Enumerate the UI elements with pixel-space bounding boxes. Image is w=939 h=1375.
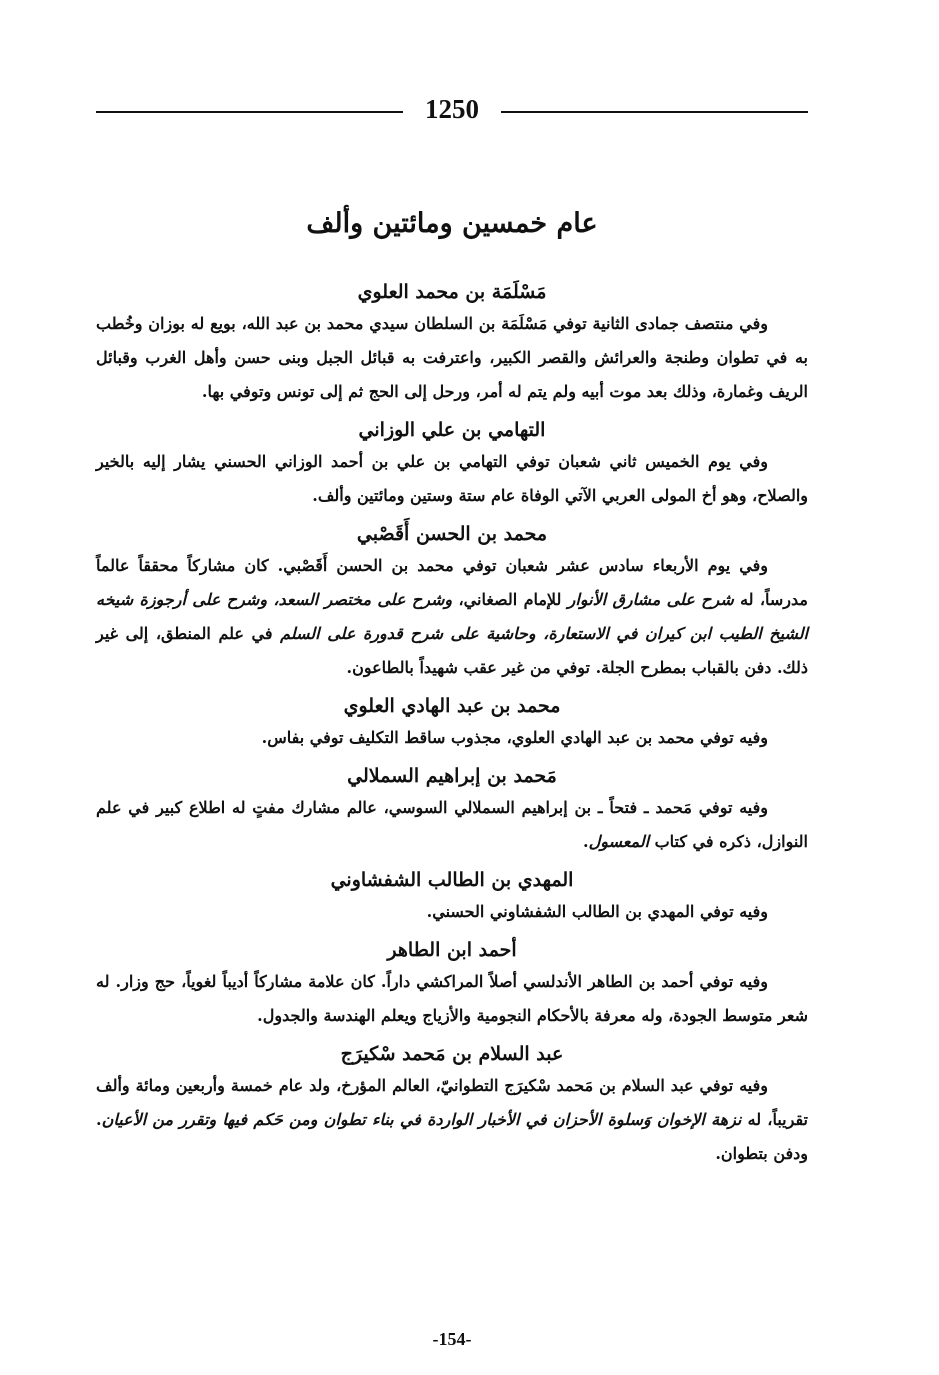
entry-body: وفي يوم الخميس ثاني شعبان توفي التهامي بن علي بن أحمد الوزاني الحسني يشار إليه بالخير والصلاح، وهو أخ المولى العربي الآتي الوفاة عام ستة وستين ومائتين وألف.: [96, 452, 808, 505]
entry-abd-al-hadi: [96, 695, 808, 755]
book-title: المعسول: [588, 832, 650, 851]
entry-skirij: [96, 1043, 808, 1171]
entry-heading: التهامي بن علي الوزاني: [358, 419, 546, 441]
entry-body: وفيه توفي محمد بن عبد الهادي العلوي، مجذوب ساقط التكليف توفي بفاس.: [261, 728, 768, 747]
body-text: .: [582, 832, 589, 851]
entry-body: وفي منتصف جمادى الثانية توفي مَسْلَمَة بن السلطان سيدي محمد بن عبد الله، بويع له بوزان وخُطب به في تطوان وطنجة والعرائش والقصر الكبير، واعترفت به قبائل الجبل وبنى حسن وأهل الغرب وقبائل الريف وغمارة، وذلك بعد موت أبيه ولم يتم له أمر، ورحل إلى الحج ثم إلى تونس وتوفي بها.: [96, 314, 808, 401]
book-title: شرح على مشارق الأنوار: [567, 590, 734, 609]
body-text: وفيه توفي عبد السلام بن مَحمد سْكيرَج التطوانيّ، العالم المؤرخ، ولد عام خمسة وأربعين ومائة وألف تقريباً، له: [96, 1076, 808, 1129]
entry-heading: عبد السلام بن مَحمد سْكيرَج: [340, 1043, 564, 1065]
entry-body: [96, 791, 808, 859]
entry-samlali: [96, 765, 808, 859]
entry-heading: محمد بن عبد الهادي العلوي: [343, 695, 561, 717]
body-text: وفي يوم الأربعاء سادس عشر شعبان توفي محمد بن الحسن أَقَصْبي. كان مشاركاً محققاً عالماً مدرساً، له: [96, 556, 808, 609]
entry-heading: مَسْلَمَة بن محمد العلوي: [357, 281, 547, 303]
entry-body: [96, 1069, 808, 1171]
book-title: وشرح على مختصر السعد، وشرح على أرجوزة شيخه الشيخ الطيب ابن كيران في الاستعارة، وحاشية على شرح قدورة على السلم: [96, 590, 809, 643]
body-text: وفيه توفي مَحمد ـ فتحاً ـ بن إبراهيم السملالي السوسي، عالم مشارك مفتٍ له اطلاع كبير في علم النوازل، ذكره في كتاب: [96, 798, 808, 851]
entry-heading: أحمد ابن الطاهر: [387, 939, 517, 961]
entry-shafshawani: [96, 869, 808, 929]
entry-heading: المهدي بن الطالب الشفشاوني: [330, 869, 574, 891]
header-rule-left: [96, 111, 403, 113]
entry-muslama: [96, 281, 808, 409]
entry-aqasbi: [96, 523, 808, 685]
entry-tuhami: [96, 419, 808, 513]
body-text: . ودفن بتطوان.: [96, 1110, 808, 1163]
year-number: 1250: [425, 93, 479, 124]
body-text: للإمام الصغاني،: [452, 590, 568, 609]
page-number: -154-: [432, 1329, 472, 1349]
entry-body: [96, 549, 808, 685]
book-title: نزهة الإخوان وَسلوة الأحزان في الأخبار الواردة في بناء تطوان ومن حَكم فيها وتقرر من الأعيان: [101, 1110, 742, 1129]
chapter-title: عام خمسين ومائتين وألف: [306, 208, 598, 239]
entry-heading: مَحمد بن إبراهيم السملالي: [347, 765, 557, 787]
entry-heading: محمد بن الحسن أَقَصْبي: [356, 523, 548, 545]
entry-ibn-al-tahir: [96, 939, 808, 1033]
document-page: [96, 80, 808, 1350]
entry-body: وفيه توفي المهدي بن الطالب الشفشاوني الحسني.: [426, 902, 768, 921]
header-rule-right: [501, 111, 808, 113]
body-text: في علم المنطق، إلى غير ذلك. دفن بالقباب بمطرح الجلة. توفي من غير عقب شهيداً بالطاعون.: [96, 624, 808, 677]
year-header: [96, 80, 808, 138]
entry-body: وفيه توفي أحمد بن الطاهر الأندلسي أصلاً المراكشي داراً. كان علامة مشاركاً أديباً لغوياً، حج وزار. له شعر متوسط الجودة، وله معرفة بالأحكام النجومية والأزياج ويعلم الهندسة والجدول.: [96, 972, 808, 1025]
